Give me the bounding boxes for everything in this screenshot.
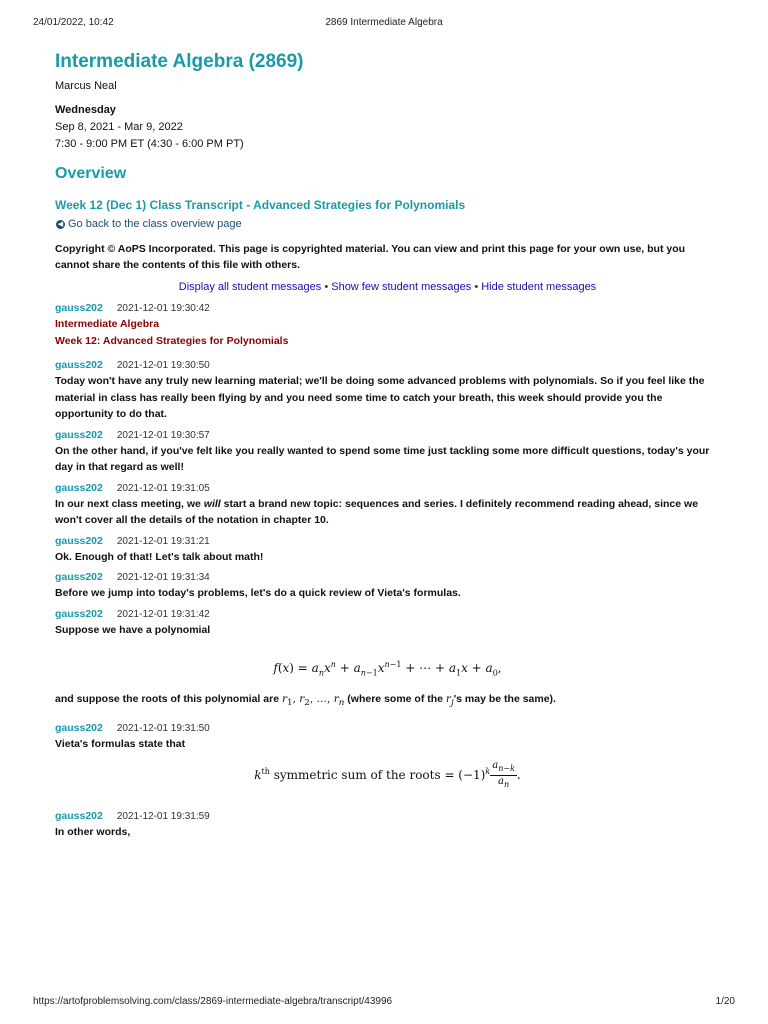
- message-heading-course: Intermediate Algebra: [55, 318, 160, 330]
- transcript-message: [55, 481, 720, 529]
- message-timestamp: 2021-12-01 19:30:50: [116, 360, 210, 371]
- back-to-overview-link[interactable]: [56, 217, 720, 232]
- schedule-time: 7:30 - 9:00 PM ET (4:30 - 6:00 PM PT): [55, 138, 244, 150]
- page-url: https://artofproblemsolving.com/class/2869-intermediate-algebra/transcript/43996: [33, 996, 393, 1007]
- message-heading-week: Week 12: Advanced Strategies for Polynomials: [55, 334, 289, 347]
- message-display-controls: [55, 280, 720, 295]
- course-title: Intermediate Algebra (2869): [55, 51, 304, 72]
- transcript-message: [55, 721, 720, 792]
- polynomial-formula: $f(x) = a_nx^n + a_{n-1}x^{n-1}$ + ⋯ + $a_1x + a_0$,: [273, 660, 502, 678]
- message-user[interactable]: gauss202: [55, 571, 103, 583]
- message-user[interactable]: gauss202: [55, 302, 103, 314]
- message-text: Before we jump into today's problems, let's do a quick review of Vieta's formulas.: [55, 587, 461, 599]
- message-text: Today won't have any truly new learning material; we'll be doing some advanced problems with polynomials. So if you feel like the material in class has really been flying by and you need some time to catch your breath, this week should provide you the opportunity to do that.: [55, 375, 705, 420]
- message-text: In our next class meeting, we will start a brand new topic: sequences and series. I definitely recommend reading ahead, since we won't cover all the details of the notation in chapter 10.: [55, 497, 699, 526]
- schedule-day: Wednesday: [55, 104, 116, 116]
- show-few-messages-link[interactable]: Show few student messages: [331, 281, 472, 293]
- message-user[interactable]: gauss202: [55, 428, 103, 441]
- overview-heading: Overview: [55, 165, 127, 182]
- message-text: In other words,: [55, 826, 131, 839]
- emphasis-text: will: [203, 497, 221, 510]
- message-user[interactable]: gauss202: [55, 534, 103, 547]
- message-timestamp: 2021-12-01 19:30:42: [116, 303, 210, 314]
- transcript-message: [55, 607, 720, 712]
- page-content: [55, 50, 720, 841]
- print-header: [33, 17, 735, 31]
- message-user[interactable]: gauss202: [55, 721, 103, 734]
- message-user[interactable]: gauss202: [55, 607, 103, 620]
- transcript-title: Week 12 (Dec 1) Class Transcript - Advanced Strategies for Polynomials: [55, 198, 466, 212]
- message-user[interactable]: gauss202: [55, 810, 103, 823]
- message-timestamp: 2021-12-01 19:31:50: [116, 722, 210, 734]
- print-footer: [33, 996, 735, 1010]
- display-all-messages-link[interactable]: Display all student messages: [178, 281, 322, 293]
- hide-messages-link[interactable]: Hide student messages: [481, 281, 597, 293]
- transcript-message: [55, 358, 720, 423]
- page-number: 1/20: [715, 996, 735, 1007]
- print-date: 24/01/2022, 10:42: [33, 17, 114, 28]
- message-timestamp: 2021-12-01 19:31:21: [116, 535, 210, 547]
- message-text: Vieta's formulas state that: [55, 737, 186, 750]
- message-user[interactable]: gauss202: [55, 359, 103, 371]
- message-text-roots: and suppose the roots of this polynomial are $r_1$, $r_2$, …, $r_n$ (where some of the $r_j's$ may be the same).: [55, 693, 556, 709]
- message-text: Ok. Enough of that! Let's talk about math!: [55, 550, 264, 563]
- separator: •: [321, 281, 332, 293]
- separator: •: [471, 281, 482, 293]
- instructor-name: Marcus Neal: [55, 80, 117, 92]
- transcript-message: [55, 428, 720, 476]
- message-text: Suppose we have a polynomial: [55, 623, 211, 636]
- message-timestamp: 2021-12-01 19:31:34: [116, 572, 210, 583]
- schedule-dates: Sep 8, 2021 - Mar 9, 2022: [55, 121, 183, 133]
- vieta-formula: $k^{th}$ symmetric sum of the roots = $(-1)^k$ $\frac{a_{n-k}}{a_n}$ .: [254, 760, 521, 790]
- transcript-message: [55, 570, 720, 602]
- transcript-message: [55, 534, 720, 566]
- message-user[interactable]: gauss202: [55, 481, 103, 494]
- message-timestamp: 2021-12-01 19:30:57: [116, 429, 210, 441]
- transcript-message: [55, 301, 720, 349]
- arrow-left-circle-icon: ◀: [57, 220, 64, 228]
- message-timestamp: 2021-12-01 19:31:59: [116, 811, 210, 823]
- message-timestamp: 2021-12-01 19:31:05: [116, 482, 210, 494]
- print-doc-title: 2869 Intermediate Algebra: [325, 17, 443, 28]
- back-link-label: Go back to the class overview page: [68, 218, 242, 230]
- copyright-notice: Copyright © AoPS Incorporated. This page is copyrighted material. You can view and print this page for your own use, but you cannot share the contents of this file with others.: [55, 243, 686, 271]
- transcript-message: [55, 809, 720, 841]
- message-text: On the other hand, if you've felt like you really wanted to spend some time just tackling some more difficult questions, today's your day in that regard as well!: [55, 444, 710, 473]
- schedule: [55, 102, 720, 153]
- message-timestamp: 2021-12-01 19:31:42: [116, 608, 210, 620]
